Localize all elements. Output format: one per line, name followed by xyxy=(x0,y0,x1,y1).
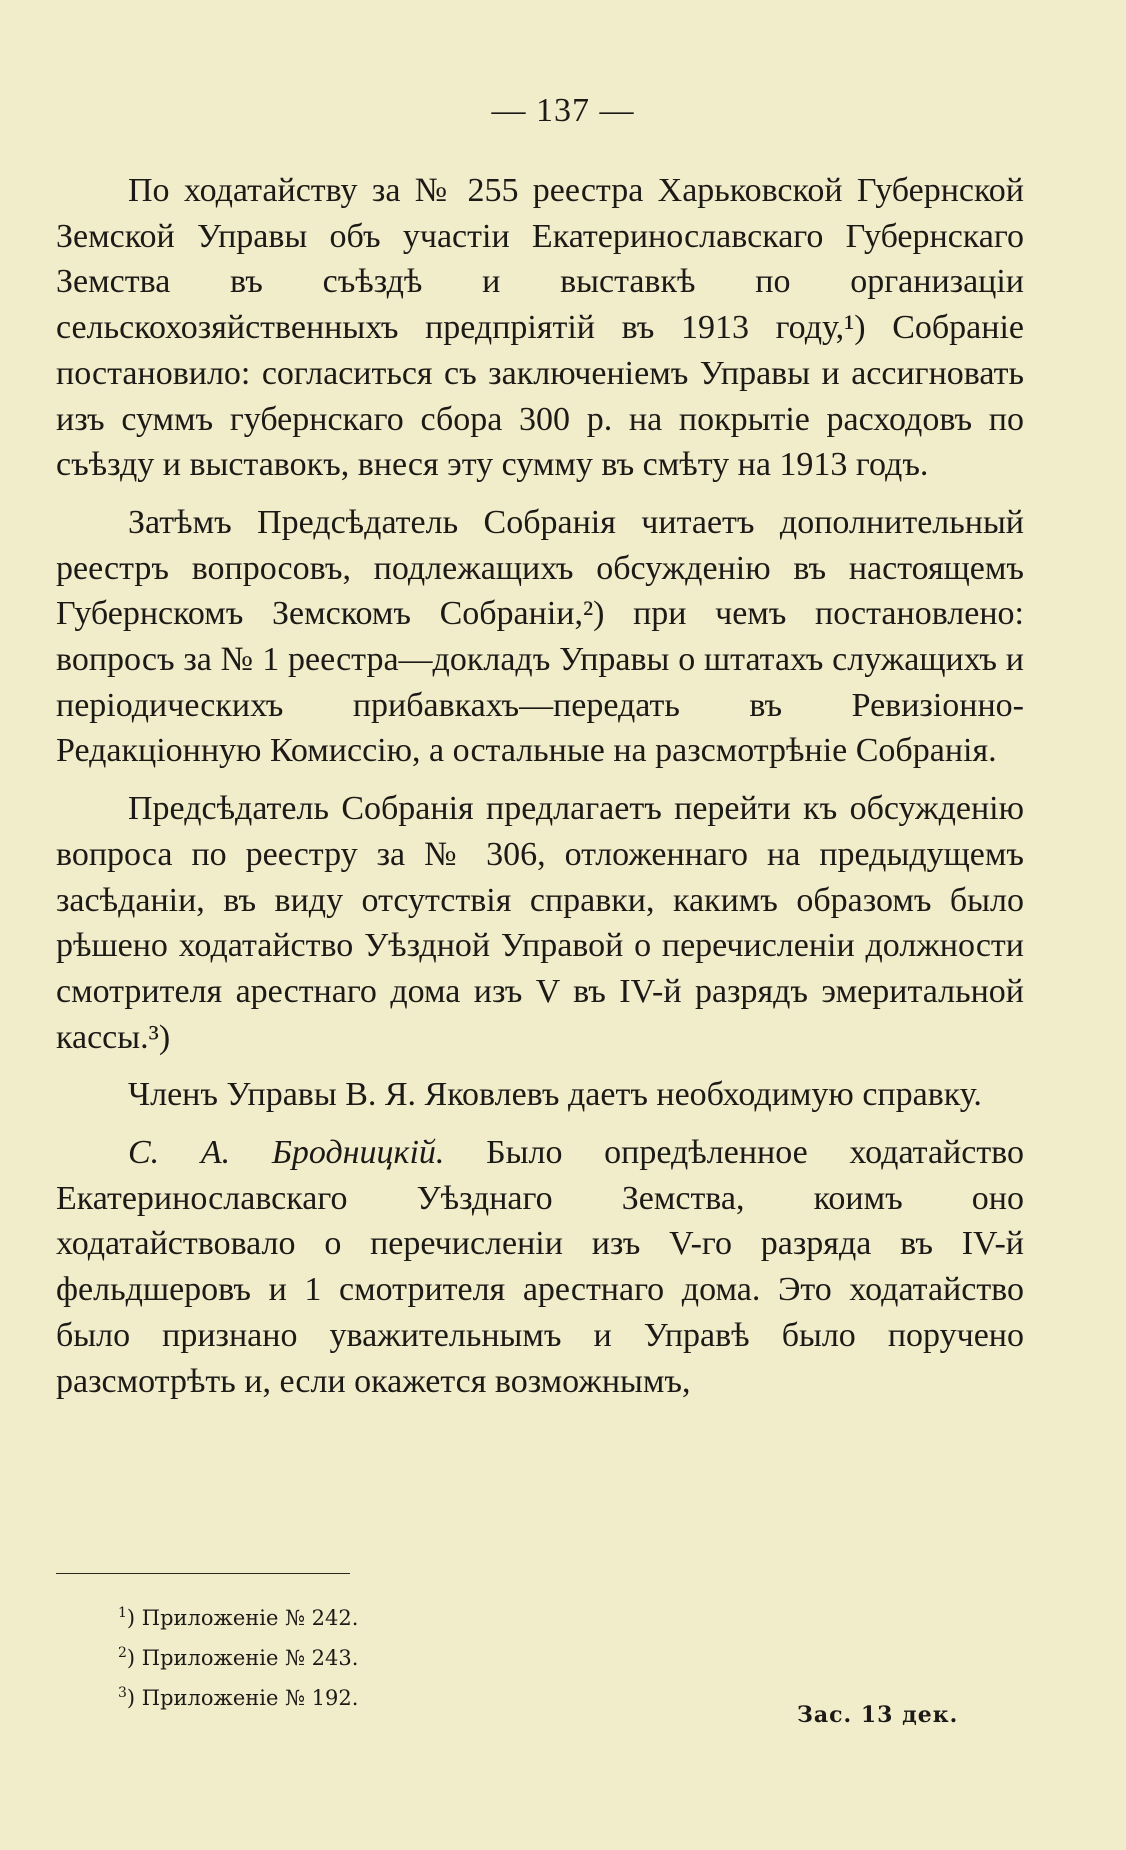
paragraph-yakovlev-reference: Членъ Управы В. Я. Яковлевъ даетъ необходимую справку. xyxy=(128,1076,982,1114)
speaker-name: С. А. Бродницкій. xyxy=(128,1134,445,1172)
footnotes xyxy=(118,1596,358,1716)
session-signature: Зас. 13 дек. xyxy=(797,1702,959,1728)
footnote-divider xyxy=(56,1573,350,1574)
footnote-mark: 2 xyxy=(118,1645,127,1661)
footnote-text: ) Приложеніе № 192. xyxy=(126,1686,359,1710)
footnote-text: ) Приложеніе № 242. xyxy=(126,1606,359,1630)
footnote-item xyxy=(118,1596,358,1636)
footnote-text: ) Приложеніе № 243. xyxy=(126,1646,359,1670)
footnote-item xyxy=(118,1676,358,1716)
paragraph-petition-kharkov: По ходатайству за № 255 реестра Харьковской Губернской Земской Управы объ участіи Екатеринославскаго Губернскаго Земства въ съѣздѣ и выставкѣ по организаціи сельскохозяйственныхъ предпріятій въ 1913 году,¹) Собраніе постановило: согласиться съ заключеніемъ Управы и ассигновать изъ суммъ губернскаго сбора 300 р. на покрытіе расходовъ по съѣзду и выставокъ, внеся эту сумму въ смѣту на 1913 годъ. xyxy=(56,172,1024,484)
footnote-mark: 3 xyxy=(118,1685,127,1701)
paragraph-chairman-proposal: Предсѣдатель Собранія предлагаетъ перейти къ обсужденію вопроса по реестру за № 306, отложеннаго на предыдущемъ засѣданіи, въ виду отсутствія справки, какимъ образомъ было рѣшено ходатайство Уѣздной Управой о перечисленіи должности смотрителя арестнаго дома изъ V въ IV-й разрядъ эмеритальной кассы.³) xyxy=(56,790,1024,1056)
page-number: — 137 — xyxy=(491,92,635,129)
speech-text: Было опредѣленное ходатайство Екатеринославскаго Уѣзднаго Земства, коимъ оно ходатайствовало о перечисленіи изъ V-го разряда въ IV-й фельдшеровъ и 1 смотрителя арестнаго дома. Это ходатайство было признано уважительнымъ и Управѣ было поручено разсмотрѣть и, если окажется возможнымъ, xyxy=(56,1134,1024,1400)
paragraph-brodnitsky-speech xyxy=(56,1130,1024,1404)
paragraph-additional-registry: Затѣмъ Предсѣдатель Собранія читаетъ дополнительный реестръ вопросовъ, подлежащихъ обсужденію въ настоящемъ Губернскомъ Земскомъ Собраніи,²) при чемъ постановлено: вопросъ за № 1 реестра—докладъ Управы о штатахъ служащихъ и періодическихъ прибавкахъ—передать въ Ревизіонно-Редакціонную Комиссію, а остальные на разсмотрѣніе Собранія. xyxy=(56,503,1024,770)
footnote-mark: 1 xyxy=(118,1605,127,1621)
main-text xyxy=(56,168,1024,1404)
footnote-item xyxy=(118,1636,358,1676)
